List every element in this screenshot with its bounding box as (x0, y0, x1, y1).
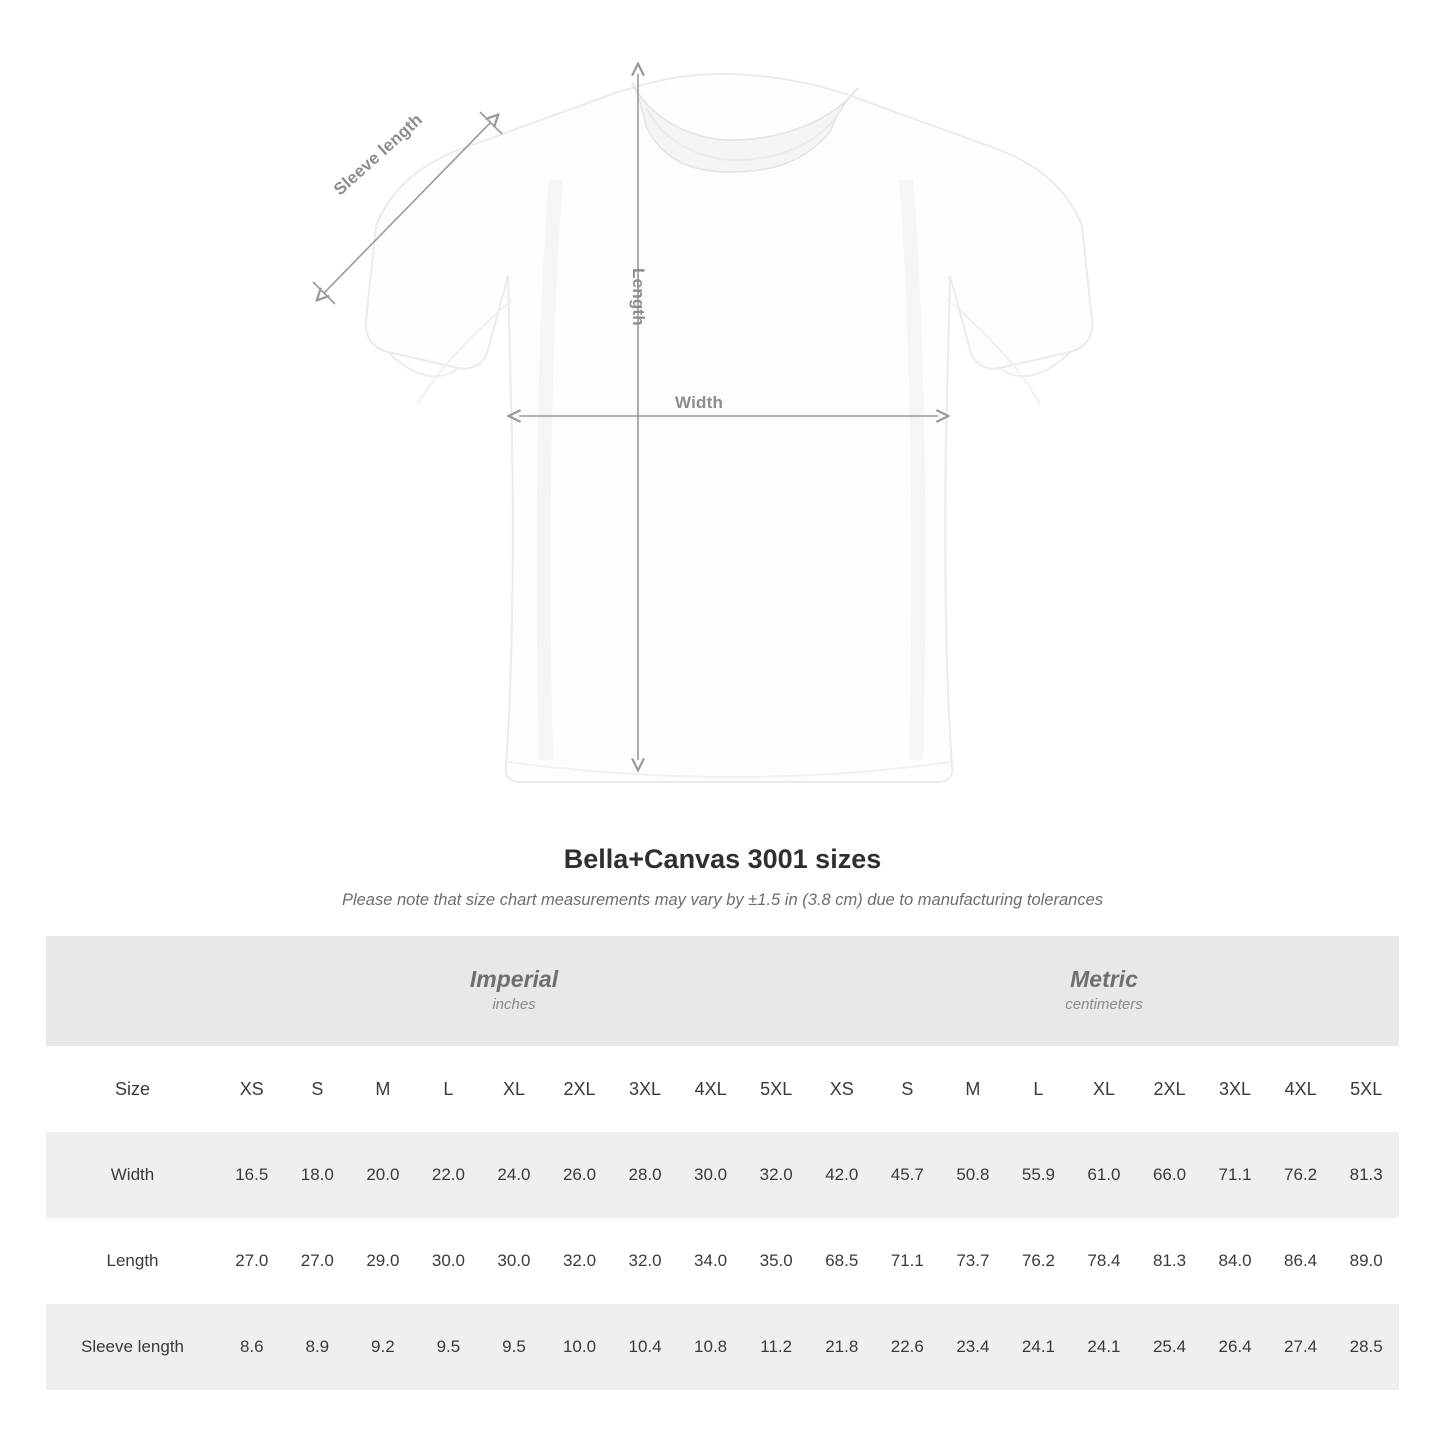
measurement-cell: 10.4 (612, 1304, 678, 1390)
measurement-cell: 32.0 (743, 1132, 809, 1218)
unit-header-corner (46, 936, 219, 1046)
table-row (46, 1304, 1399, 1390)
size-header-cell: S (285, 1046, 351, 1132)
measurement-cell: 8.6 (219, 1304, 285, 1390)
size-header-cell: 2XL (1137, 1046, 1203, 1132)
size-header-cell: 5XL (743, 1046, 809, 1132)
measurement-cell: 35.0 (743, 1218, 809, 1304)
size-chart-table-wrap (46, 936, 1399, 1390)
measurement-cell: 10.8 (678, 1304, 744, 1390)
measurement-cell: 32.0 (612, 1218, 678, 1304)
size-header-cell: XL (1071, 1046, 1137, 1132)
measurement-cell: 18.0 (285, 1132, 351, 1218)
measurement-cell: 66.0 (1137, 1132, 1203, 1218)
measurement-cell: 24.0 (481, 1132, 547, 1218)
measurement-cell: 32.0 (547, 1218, 613, 1304)
measurement-cell: 84.0 (1202, 1218, 1268, 1304)
size-header-cell: 2XL (547, 1046, 613, 1132)
measurement-cell: 68.5 (809, 1218, 875, 1304)
measurement-cell: 28.0 (612, 1132, 678, 1218)
measurement-cell: 71.1 (1202, 1132, 1268, 1218)
unit-group-header-imperial (219, 936, 809, 1046)
measurement-cell: 27.0 (285, 1218, 351, 1304)
table-row (46, 1132, 1399, 1218)
unit-group-name: Imperial (469, 965, 559, 992)
table-row (46, 1218, 1399, 1304)
measurement-cell: 9.5 (416, 1304, 482, 1390)
measurement-row-label: Sleeve length (46, 1304, 219, 1390)
measurement-cell: 71.1 (875, 1218, 941, 1304)
measurement-cell: 30.0 (678, 1132, 744, 1218)
measurement-cell: 20.0 (350, 1132, 416, 1218)
measurement-cell: 29.0 (350, 1218, 416, 1304)
size-header-cell: 4XL (678, 1046, 744, 1132)
measurement-cell: 21.8 (809, 1304, 875, 1390)
measurement-cell: 30.0 (481, 1218, 547, 1304)
measurement-cell: 86.4 (1268, 1218, 1334, 1304)
measurement-row-label: Length (46, 1218, 219, 1304)
size-header-cell: M (940, 1046, 1006, 1132)
size-column-header: Size (46, 1046, 219, 1132)
measurement-cell: 50.8 (940, 1132, 1006, 1218)
measurement-cell: 26.0 (547, 1132, 613, 1218)
measurement-cell: 73.7 (940, 1218, 1006, 1304)
measurement-cell: 26.4 (1202, 1304, 1268, 1390)
tshirt-shape (366, 74, 1093, 782)
size-header-cell: 5XL (1333, 1046, 1399, 1132)
measurement-cell: 8.9 (285, 1304, 351, 1390)
measurement-cell: 25.4 (1137, 1304, 1203, 1390)
size-header-cell: XS (809, 1046, 875, 1132)
measurement-cell: 81.3 (1137, 1218, 1203, 1304)
measurement-cell: 27.4 (1268, 1304, 1334, 1390)
measurement-cell: 22.6 (875, 1304, 941, 1390)
measurement-cell: 76.2 (1006, 1218, 1072, 1304)
measurement-cell: 24.1 (1006, 1304, 1072, 1390)
measurement-cell: 10.0 (547, 1304, 613, 1390)
measurement-cell: 89.0 (1333, 1218, 1399, 1304)
measurement-cell: 78.4 (1071, 1218, 1137, 1304)
measurement-cell: 28.5 (1333, 1304, 1399, 1390)
unit-group-sub: centimeters (1065, 996, 1143, 1014)
unit-group-name: Metric (1070, 965, 1138, 992)
size-header-cell: L (416, 1046, 482, 1132)
size-header-cell: L (1006, 1046, 1072, 1132)
measurement-cell: 81.3 (1333, 1132, 1399, 1218)
unit-header-row (46, 936, 1399, 1046)
sleeve-length-label: Sleeve length (330, 109, 427, 200)
size-header-cell: 3XL (1202, 1046, 1268, 1132)
measurement-cell: 30.0 (416, 1218, 482, 1304)
measurement-cell: 76.2 (1268, 1132, 1334, 1218)
measurement-cell: 61.0 (1071, 1132, 1137, 1218)
measurement-cell: 45.7 (875, 1132, 941, 1218)
measurement-cell: 27.0 (219, 1218, 285, 1304)
measurement-row-label: Width (46, 1132, 219, 1218)
measurement-cell: 16.5 (219, 1132, 285, 1218)
size-header-cell: XS (219, 1046, 285, 1132)
size-header-row (46, 1046, 1399, 1132)
measurement-cell: 22.0 (416, 1132, 482, 1218)
size-header-cell: XL (481, 1046, 547, 1132)
length-label: Length (629, 268, 648, 326)
measurement-cell: 11.2 (743, 1304, 809, 1390)
measurement-cell: 9.2 (350, 1304, 416, 1390)
width-label: Width (675, 393, 724, 412)
size-chart-table (46, 936, 1399, 1390)
measurement-cell: 23.4 (940, 1304, 1006, 1390)
measurement-cell: 24.1 (1071, 1304, 1137, 1390)
size-header-cell: S (875, 1046, 941, 1132)
unit-group-sub: inches (492, 996, 536, 1014)
measurement-cell: 34.0 (678, 1218, 744, 1304)
measurement-cell: 42.0 (809, 1132, 875, 1218)
size-header-cell: 3XL (612, 1046, 678, 1132)
measurement-cell: 9.5 (481, 1304, 547, 1390)
tolerance-note: Please note that size chart measurements may vary by ±1.5 in (3.8 cm) due to manufacturing tolerances (341, 891, 1104, 909)
unit-group-header-metric (809, 936, 1399, 1046)
page-title: Bella+Canvas 3001 sizes (563, 844, 882, 874)
measurement-cell: 55.9 (1006, 1132, 1072, 1218)
size-header-cell: 4XL (1268, 1046, 1334, 1132)
size-header-cell: M (350, 1046, 416, 1132)
